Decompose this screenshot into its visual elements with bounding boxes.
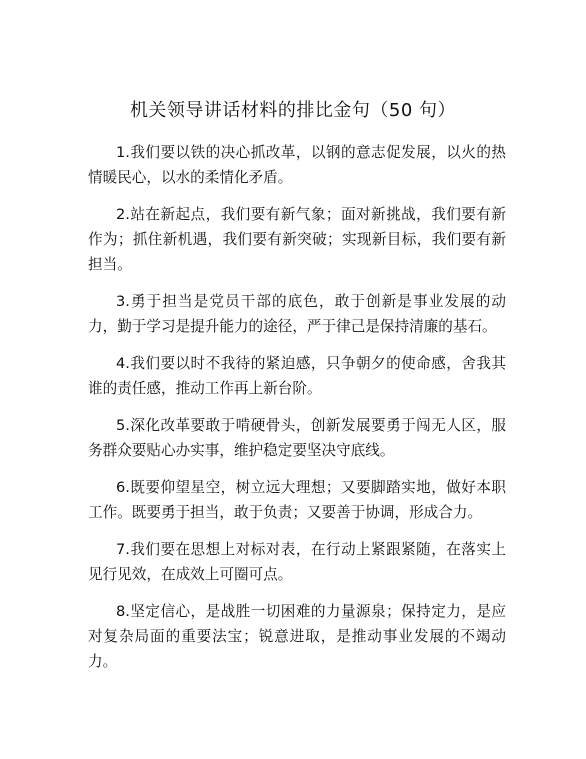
paragraph: 8.坚定信心，是战胜一切困难的力量源泉；保持定力，是应对复杂局面的重要法宝；锐意进取，是推动事业发展的不竭动力。: [88, 603, 506, 670]
paragraph: 4.我们要以时不我待的紧迫感，只争朝夕的使命感，舍我其谁的责任感，推动工作再上新台阶。: [88, 355, 506, 397]
paragraph: 5.深化改革要敢于啃硬骨头，创新发展要勇于闯无人区，服务群众要贴心办实事，维护稳定要坚决守底线。: [88, 417, 506, 459]
paragraph: 1.我们要以铁的决心抓改革，以钢的意志促发展，以火的热情暖民心，以水的柔情化矛盾。: [88, 144, 506, 186]
document-body: [88, 140, 506, 686]
paragraph: 3.勇于担当是党员干部的底色，敢于创新是事业发展的动力，勤于学习是提升能力的途径，严于律己是保持清廉的基石。: [88, 293, 506, 335]
document-title: 机关领导讲话材料的排比金句（50 句）: [129, 100, 457, 121]
paragraph: 6.既要仰望星空，树立远大理想；又要脚踏实地，做好本职工作。既要勇于担当，敢于负责；又要善于协调，形成合力。: [88, 479, 506, 521]
paragraph: 7.我们要在思想上对标对表，在行动上紧跟紧随，在落实上见行见效，在成效上可圈可点。: [88, 541, 506, 583]
paragraph: 2.站在新起点，我们要有新气象；面对新挑战，我们要有新作为；抓住新机遇，我们要有新突破；实现新目标，我们要有新担当。: [88, 206, 506, 273]
